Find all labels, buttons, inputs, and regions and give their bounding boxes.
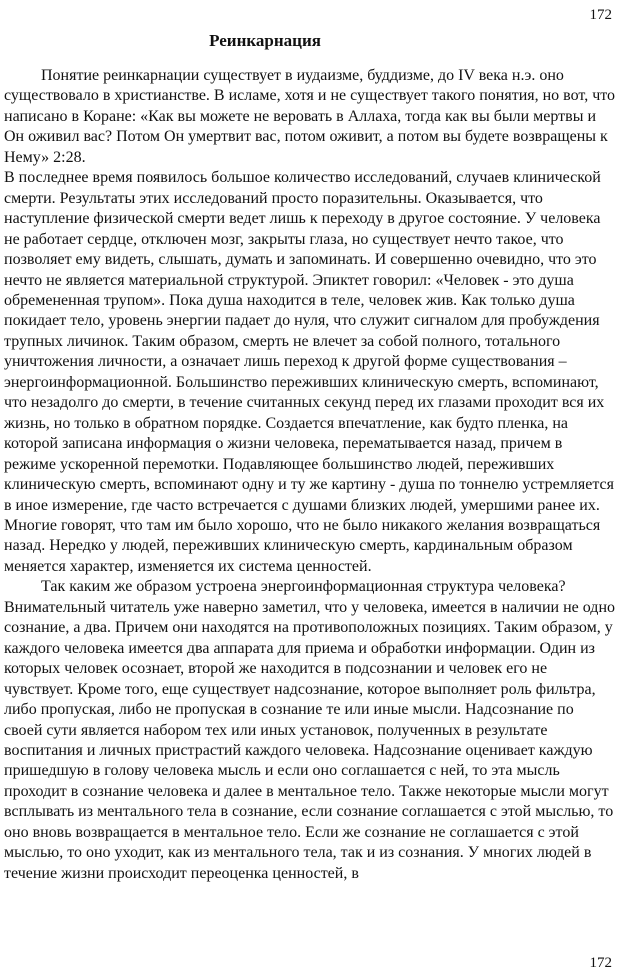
paragraph: В последнее время появилось большое количество исследований, случаев клинической смерти. Результаты этих исследований просто поразительны. Оказывается, что наступление физической смерти ведет лишь к переходу в другое состояние. У человека не работает сердце, отключен мозг, закрыты глаза, но существует нечто такое, что позволяет ему видеть, слышать, думать и запоминать. И совершенно очевидно, что это нечто не является материальной структурой. Эпиктет говорил: «Человек - это душа обремененная трупом». Пока душа находится в теле, человек жив. Как только душа покидает тело, уровень энергии падает до нуля, что служит сигналом для пробуждения трупных личинок. Таким образом, смерть не влечет за собой полного, тотального уничтожения личности, а означает лишь переход к другой форме существования – энергоинформационной. Большинство переживших клиническую смерть, вспоминают, что незадолго до смерти, в течение считанных секунд перед их глазами проходит вся их жизнь, но только в обратном порядке. Создается впечатление, как будто пленка, на которой записана информация о жизни человека, перематывается назад, причем в режиме ускоренной перемотки. Подавляющее большинство людей, переживших клиническую смерть, вспоминают одну и ту же картину - душа по тоннелю устремляется в иное измерение, где часто встречается с душами близких людей, умершими ранее их. Многие говорят, что там им было хорошо, что не было никакого желания возвращаться назад. Нередко у людей, переживших клиническую смерть, кардинальным образом меняется характер, изменяется их система ценностей.	[4, 169, 614, 575]
paragraph: Так каким же образом устроена энергоинформационная структура человека? Внимательный читатель уже наверно заметил, что у человека, имеется в наличии не одно сознание, а два. Причем они находятся на противоположных позициях. Таким образом, у каждого человека имеется два аппарата для приема и обработки информации. Один из которых человек осознает, второй же находится в подсознании и человек его не чувствует. Кроме того, еще существует надсознание, которое выполняет роль фильтра, либо пропуская, либо не пропуская в сознание те или иные мысли. Надсознание по своей сути является набором тех или иных установок, полученных в результате воспитания и личных пристрастий каждого человека. Надсознание оценивает каждую пришедшую в голову человека мысль и если оно соглашается с ней, то эта мысль проходит в сознание человека и далее в ментальное тело. Также некоторые мысли могут всплывать из ментального тела в сознание, если сознание соглашается с этой мыслью, то оно вновь возвращается в ментальное тело. Если же сознание не соглашается с этой мыслью, то оно уходит, как из ментального тела, так и из сознания. У многих людей в течение жизни происходит переоценка ценностей, в	[4, 578, 615, 882]
page-number-top: 172	[589, 7, 612, 23]
document-body	[4, 66, 616, 884]
paragraph: Понятие реинкарнации существует в иудаизме, буддизме, до IV века н.э. оно существовало в христианстве. В исламе, хотя и не существует такого понятия, но вот, что написано в Коране: «Как вы можете не веровать в Аллаха, тогда как вы были мертвы и Он оживил вас? Потом Он умертвит вас, потом оживит, а потом вы будете возвращены к Нему» 2:28.	[4, 67, 616, 166]
page-number-bottom: 172	[589, 955, 612, 971]
document-title: Реинкарнация	[209, 31, 321, 50]
